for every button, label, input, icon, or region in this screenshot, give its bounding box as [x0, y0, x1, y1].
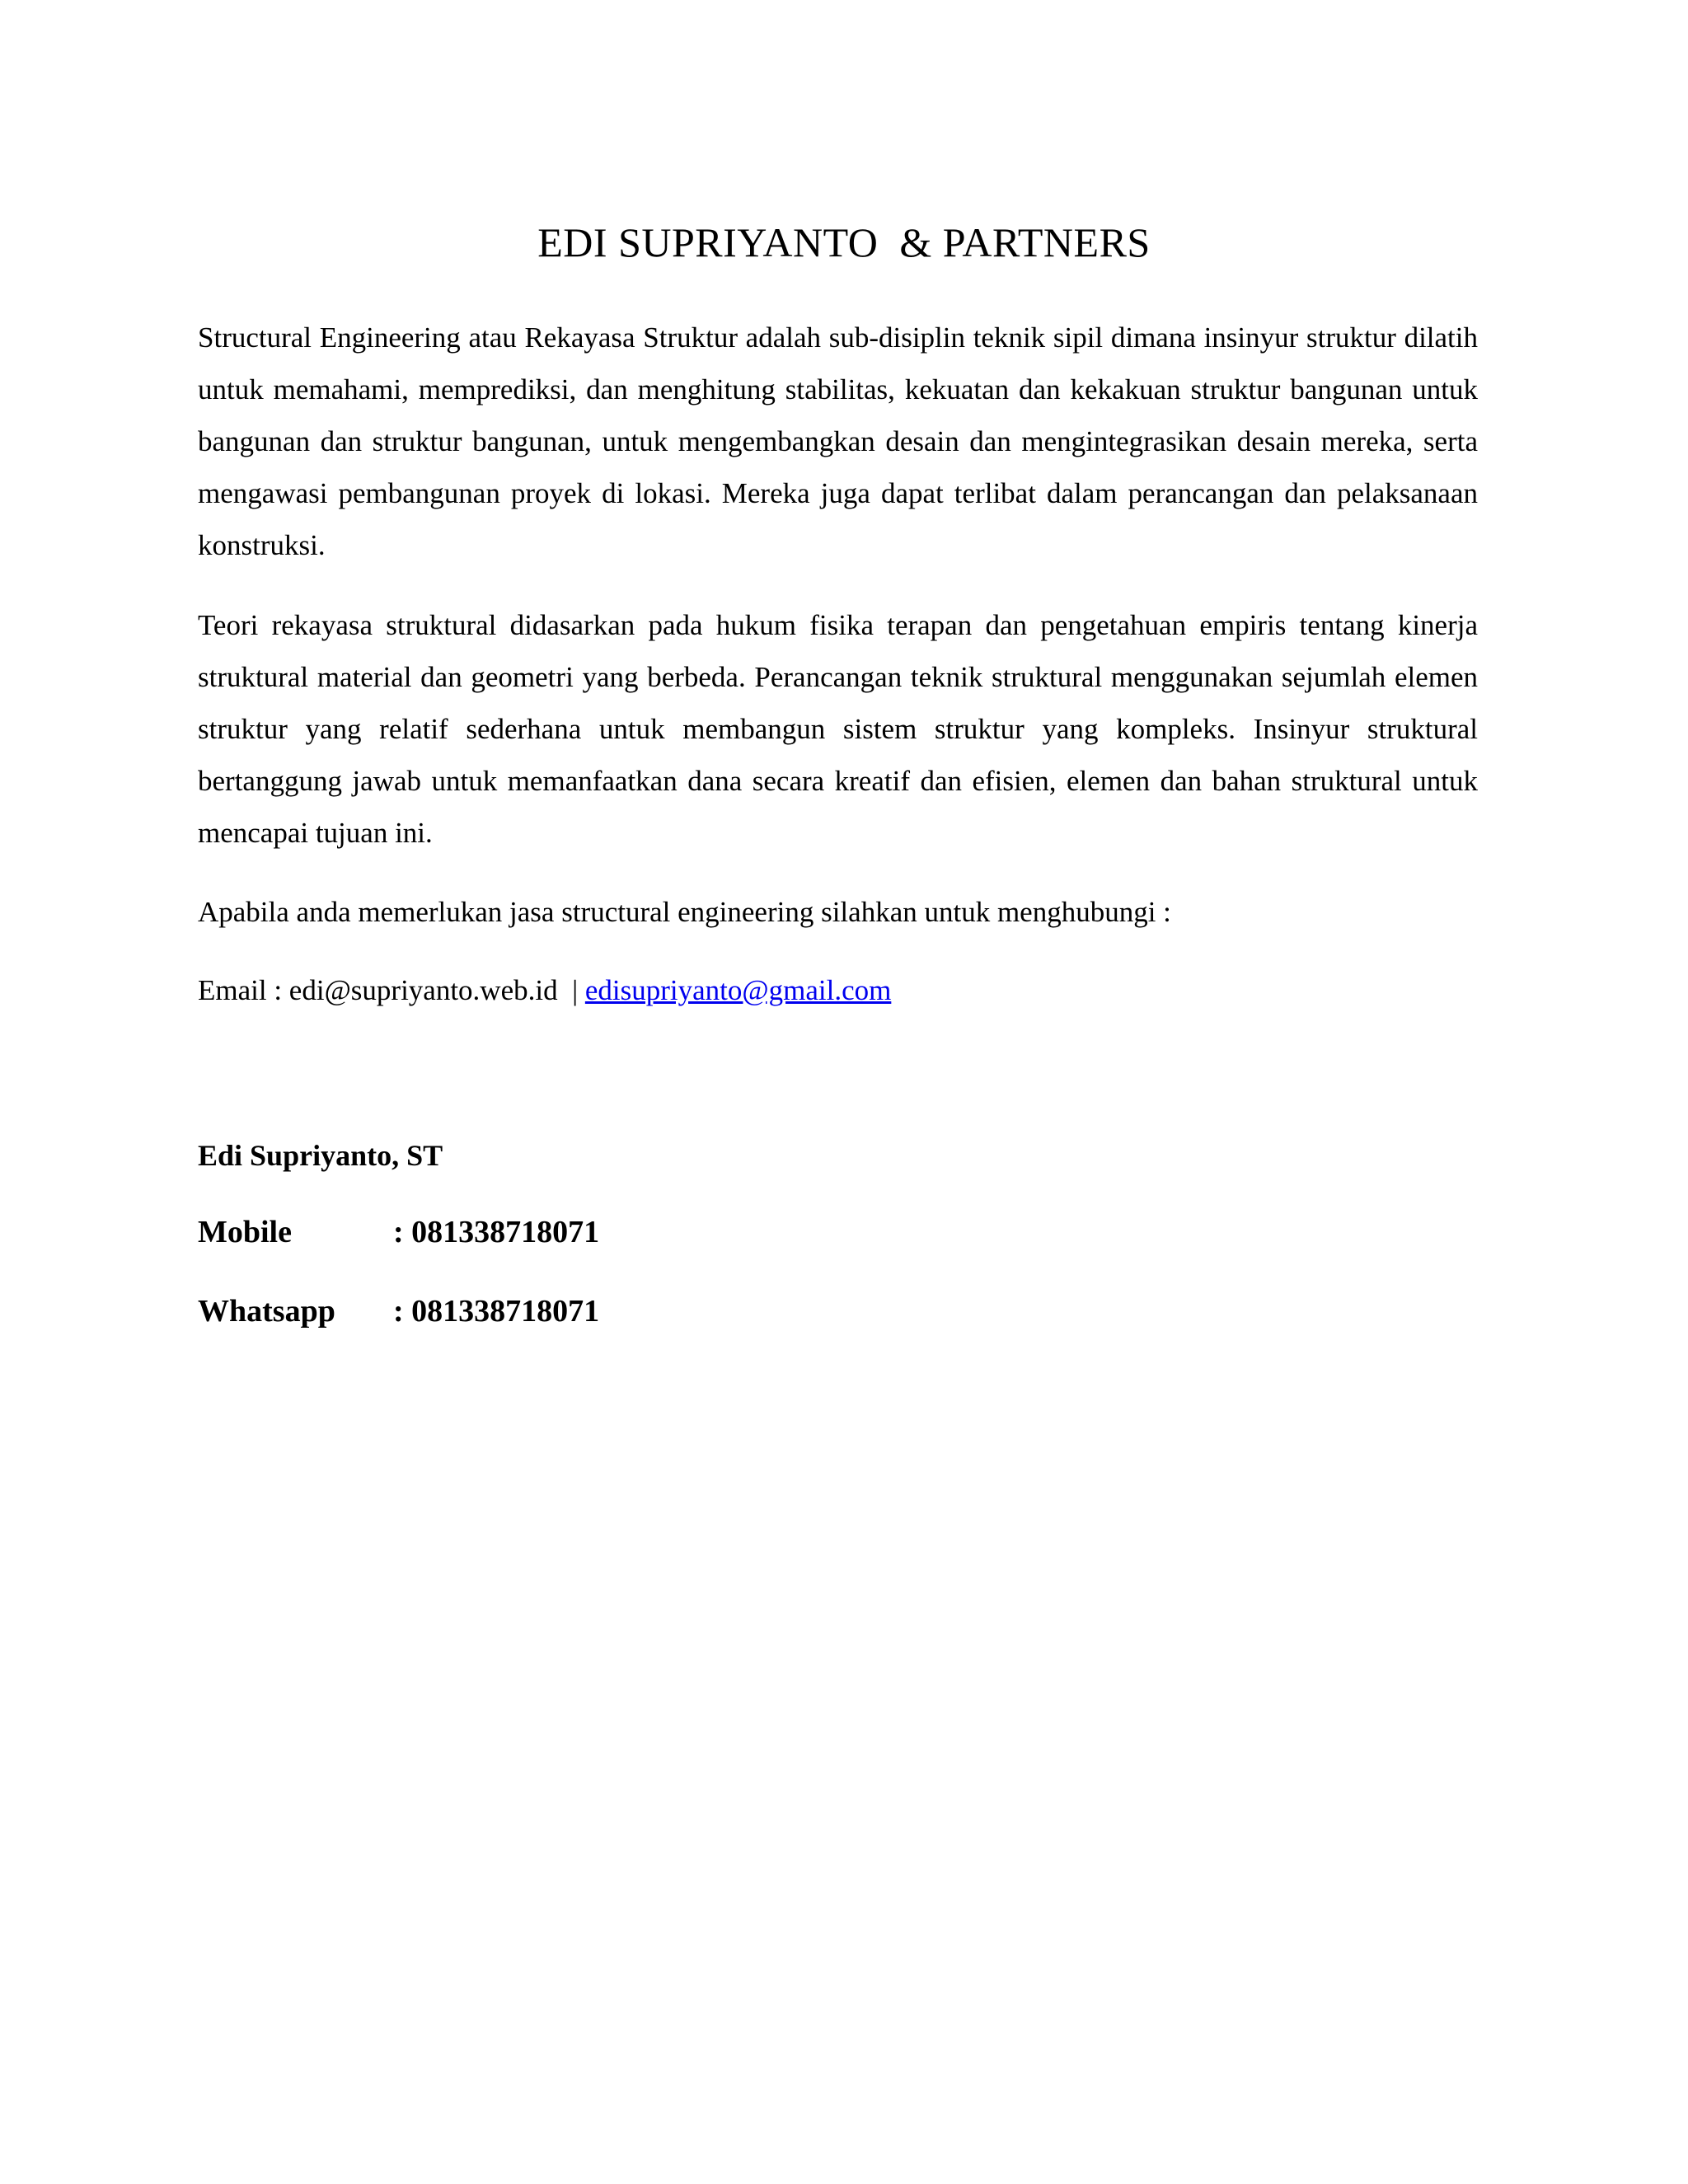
paragraph-structural-theory: Teori rekayasa struktural didasarkan pada hukum fisika terapan dan pengetahuan empiris tentang kinerja struktural material dan geometri yang berbeda. Perancangan teknik struktural menggunakan sejumlah elemen struktur yang relatif sederhana untuk membangun sistem struktur yang kompleks. Insinyur struktural bertanggung jawab untuk memanfaatkan dana secara kreatif dan efisien, elemen dan bahan struktural untuk mencapai tujuan ini. — [198, 609, 1478, 849]
whatsapp-number: : 081338718071 — [393, 1294, 600, 1329]
paragraph-contact-invitation: Apabila anda memerlukan jasa structural engineering silahkan untuk menghubungi : — [198, 896, 1171, 928]
signature-name: Edi Supriyanto, ST — [198, 1139, 443, 1172]
mobile-number: : 081338718071 — [393, 1215, 600, 1249]
whatsapp-row — [198, 1286, 599, 1338]
whatsapp-label: Whatsapp — [198, 1294, 335, 1329]
email-prefix: Email : edi@supriyanto.web.id | — [198, 974, 585, 1006]
mobile-row — [198, 1207, 599, 1258]
mobile-label: Mobile — [198, 1215, 292, 1249]
email-line — [198, 964, 891, 1016]
email-link[interactable]: edisupriyanto@gmail.com — [584, 974, 892, 1006]
paragraph-structural-engineering: Structural Engineering atau Rekayasa Struktur adalah sub-disiplin teknik sipil dimana insinyur struktur dilatih untuk memahami, memprediksi, dan menghitung stabilitas, kekuatan dan kekakuan struktur bangunan untuk bangunan dan struktur bangunan, untuk mengembangkan desain dan mengintegrasikan desain mereka, serta mengawasi pembangunan proyek di lokasi. Mereka juga dapat terlibat dalam perancangan dan pelaksanaan konstruksi. — [198, 321, 1478, 561]
document-title: EDI SUPRIYANTO & PARTNERS — [537, 219, 1151, 265]
